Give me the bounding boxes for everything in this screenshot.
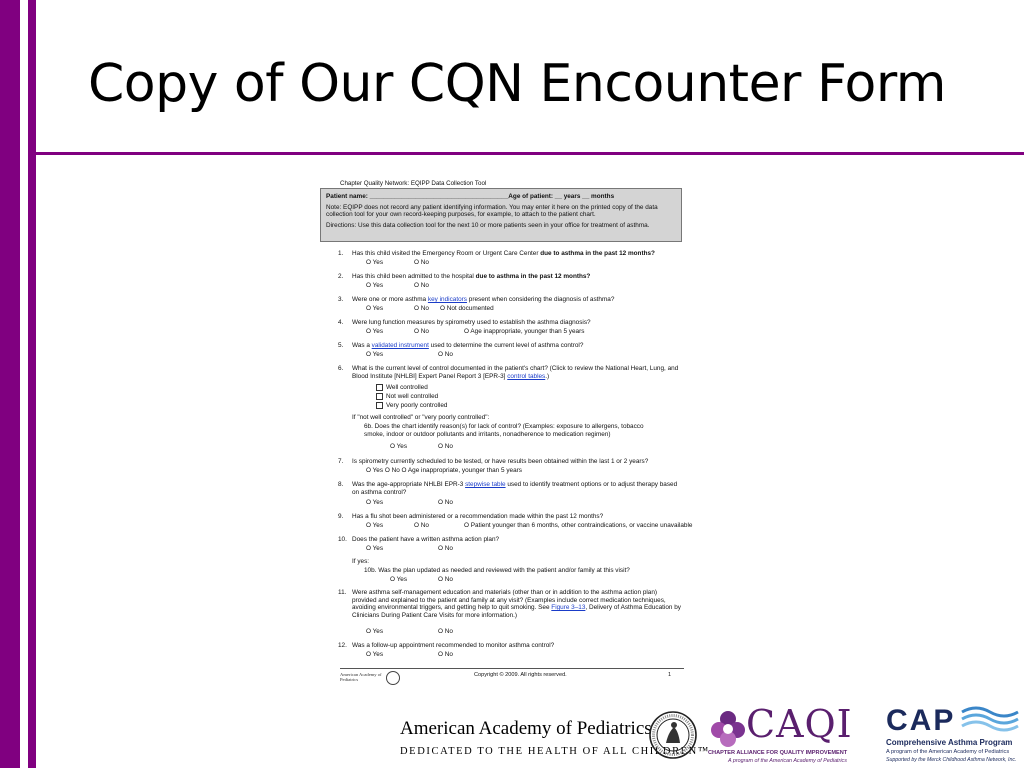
q10-if-yes: If yes: bbox=[352, 558, 370, 565]
q12-yes: O Yes bbox=[366, 651, 384, 658]
caqi-logo bbox=[708, 702, 878, 766]
q10b-no: O No bbox=[438, 576, 453, 583]
q6-followup: If "not well controlled" or "very poorly controlled": bbox=[352, 414, 490, 421]
q10-yes: O Yes bbox=[366, 545, 384, 552]
form-info-box bbox=[320, 188, 682, 242]
q2-yes: O Yes bbox=[366, 282, 384, 289]
form-footer-rule bbox=[340, 668, 684, 669]
form-footer-org: American Academy of Pediatrics bbox=[340, 672, 382, 683]
form-header: Chapter Quality Network: EQIPP Data Collection Tool bbox=[340, 180, 487, 187]
q4-age-inappropriate: O Age inappropriate, younger than 5 years bbox=[464, 328, 585, 335]
patient-name-label: Patient name: _______________________________________ bbox=[326, 193, 509, 200]
q4-yes: O Yes bbox=[366, 328, 384, 335]
age-label: Age of patient: __ years __ months bbox=[508, 193, 615, 200]
control-tables-link[interactable]: control tables bbox=[507, 372, 546, 380]
q6-well-controlled: Well controlled bbox=[376, 384, 428, 392]
key-indicators-link[interactable]: key indicators bbox=[427, 296, 467, 303]
q6b-no: O No bbox=[438, 443, 453, 450]
q7-options: O Yes O No O Age inappropriate, younger than 5 years bbox=[366, 467, 522, 474]
aap-tagline: DEDICATED TO THE HEALTH OF ALL CHILDREN™ bbox=[400, 746, 710, 757]
form-footer-seal-icon bbox=[386, 671, 400, 685]
q10b-yes: O Yes bbox=[390, 576, 408, 583]
q8-yes: O Yes bbox=[366, 499, 384, 506]
q6b-yes: O Yes bbox=[390, 443, 408, 450]
form-directions: Directions: Use this data collection tool for the next 10 or more patients seen in your office for treatment of asthma. bbox=[326, 221, 650, 229]
form-copyright: Copyright © 2009. All rights reserved. bbox=[474, 672, 567, 678]
caqi-flower-icon bbox=[708, 708, 748, 748]
caqi-wordmark: CAQI bbox=[746, 702, 853, 746]
q5-yes: O Yes bbox=[366, 351, 384, 358]
q6-not-well-controlled: Not well controlled bbox=[376, 393, 438, 401]
q6-very-poorly-controlled: Very poorly controlled bbox=[376, 402, 447, 410]
q10-no: O No bbox=[438, 545, 453, 552]
question-10b: 10b. Was the plan updated as needed and reviewed with the patient and/or family at this visit? bbox=[364, 567, 630, 574]
cap-wave-icon bbox=[960, 704, 1020, 734]
q1-yes: O Yes bbox=[366, 259, 384, 266]
form-page-number: 1 bbox=[668, 672, 672, 678]
caqi-program-line: A program of the American Academy of Pediatrics bbox=[728, 758, 847, 764]
q3-no: O No bbox=[414, 305, 429, 312]
cap-support-line: Supported by the Merck Childhood Asthma Network, Inc. bbox=[886, 757, 1017, 763]
left-accent-bar bbox=[0, 0, 20, 768]
caqi-subtitle: CHAPTER ALLIANCE FOR QUALITY IMPROVEMENT bbox=[708, 750, 848, 756]
q2-no: O No bbox=[414, 282, 429, 289]
cap-title: Comprehensive Asthma Program bbox=[886, 738, 1013, 747]
cap-logo bbox=[886, 704, 1020, 766]
q3-not-documented: O Not documented bbox=[440, 305, 494, 312]
aap-name: American Academy of Pediatrics bbox=[400, 718, 652, 739]
q9-no: O No bbox=[414, 522, 429, 529]
validated-instrument-link[interactable]: validated instrument bbox=[371, 342, 429, 349]
q8-no: O No bbox=[438, 499, 453, 506]
q11-no: O No bbox=[438, 628, 453, 635]
q4-no: O No bbox=[414, 328, 429, 335]
cap-program-line: A program of the American Academy of Pediatrics bbox=[886, 749, 1010, 755]
left-accent-bar-thin bbox=[28, 0, 36, 768]
q9-other: O Patient younger than 6 months, other contraindications, or vaccine unavailable bbox=[464, 522, 693, 529]
title-divider bbox=[36, 152, 1024, 155]
q5-no: O No bbox=[438, 351, 453, 358]
figure-3-13-link[interactable]: Figure 3–13 bbox=[551, 604, 586, 612]
stepwise-table-link[interactable]: stepwise table bbox=[465, 481, 506, 488]
q9-yes: O Yes bbox=[366, 522, 384, 529]
aap-seal-icon bbox=[648, 710, 698, 760]
q11-yes: O Yes bbox=[366, 628, 384, 635]
encounter-form-image: Chapter Quality Network: EQIPP Data Collection Tool Patient name: _______________________________________Age of patient: __ years __ months Note: EQIPP does not record any patient identifying information. You may enter it here on the printed copy of the data collection tool for your own record-keeping purposes, for example, to attach to the patient chart. Directions: Use this data collection tool for the next 10 or more patients seen in your office for treatment of asthma. 1. Has this child visited the Emergency Room or Urgent Care Center due to asthma in the past 12 months? O Yes O No 2. Has this child been admitted to the hospital due to asthma in the past 12 months? O Yes O No 3. Were one or more asthma key indicators present when considering the diagnosis of asthma? O Yes O No O Not documented 4. Were lung function measures by spirometry used to establish the asthma diagnosis? O Yes O No O Age inappropriate, younger than 5 years 5. Was a validated instrument used to determine the current level of asthma control? O Yes O No 6. What is the current level of control documented in the patient's chart? (Click to review the National Heart, Lung, and Blood Institute [NHLBI] Expert Panel Report 3 [EPR-3] control tables.) Well controlled Not well controlled Very poorly controlled If "not well controlled" or "very poorly controlled": 6b. Does the chart identify reason(s) for lack of control? (Examples: exposure to allergens, tobacco smoke, indoor or outdoor pollutants and irritants, nonadherence to medication regimen) O Yes O No 7. Is spirometry currently scheduled to be tested, or have results been obtained within the last 1 or 2 years? O Yes O No O Age inappropriate, younger than 5 years 8. Was the age-appropriate NHLBI EPR-3 stepwise table used to identify treatment options or to adjust therapy based on asthma control? O Yes O No 9. Has a flu shot been administered or a recommendation made within the past 12 months? O Yes O No O Patient younger than 6 months, other contraindications, or vaccine unavailable 10. Does the patient have a written asthma action plan? O Yes O No If yes: 10b. Was the plan updated as needed and reviewed with the patient and/or family at this visit? O Yes O No 11. Were asthma self-management education and materials (other than or in addition to the asthma action plan) provided and explained to the patient and family at any visit? (Examples include correct medication techniques, avoiding environmental triggers, and getting help to quit smoking. See Figure 3–13, Delivery of Asthma Education by Clinicians During Patient Care Visits for more information.) O Yes O No 12. Was a follow-up appointment recommended to monitor asthma control? O Yes O No American Academy of Pediatrics Copyright © 2009. All rights reserved. 1 bbox=[318, 178, 728, 690]
q12-no: O No bbox=[438, 651, 453, 658]
q1-no: O No bbox=[414, 259, 429, 266]
q3-yes: O Yes bbox=[366, 305, 384, 312]
form-note: Note: EQIPP does not record any patient identifying information. You may enter it here on the printed copy of the data collection tool for your own record-keeping purposes, for example, to attach to the patient chart. bbox=[326, 203, 658, 219]
cap-wordmark: CAP bbox=[886, 704, 956, 737]
slide-title: Copy of Our CQN Encounter Form bbox=[88, 54, 946, 114]
